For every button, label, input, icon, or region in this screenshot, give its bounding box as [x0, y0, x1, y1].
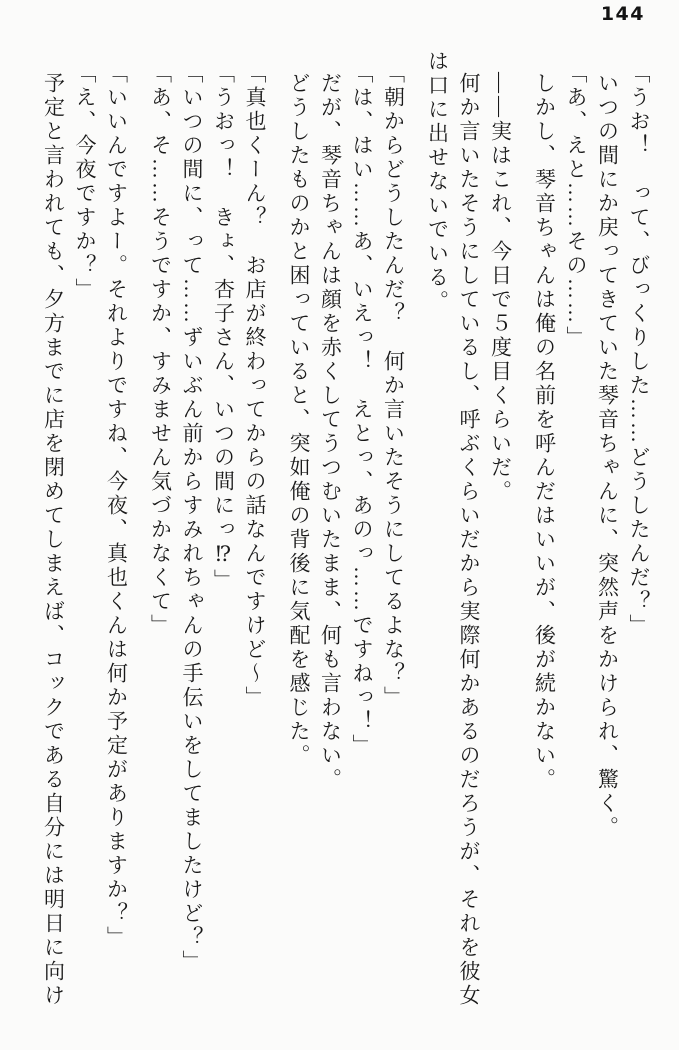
text-line: 何か言いたそうにしているし、呼ぶくらいだから実際何かあるのだろうが、それを彼女 [457, 72, 481, 1008]
text-line: ――実はこれ、今日で５度目くらいだ。 [488, 72, 513, 504]
text-line: だが、琴音ちゃんは顔を赤くしてうつむいたまま、何も言わない。 [318, 72, 343, 792]
text-line: 「え、今夜ですか？」 [73, 62, 97, 302]
text-line: 「あ、えと……その……」 [564, 62, 588, 350]
text-line: 「いつの間に、って……ずいぶん前からすみれちゃんの手伝いをしてましたけど？」 [180, 62, 204, 974]
page-number: 144 [600, 3, 645, 25]
text-line: 予定と言われても、夕方までに店を閉めてしまえば、コックである自分には明日に向け [41, 72, 66, 1008]
text-line: 「朝からどうしたんだ？ 何か言いたそうにしてるよな？」 [381, 62, 406, 710]
text-line: しかし、琴音ちゃんは俺の名前を呼んだはいいが、後が続かない。 [532, 72, 557, 792]
text-line: は口に出せないでいる。 [425, 50, 450, 314]
text-line: 「いいんですよー。それよりですね、今夜、真也くんは何か予定がありますか？」 [104, 62, 129, 950]
text-line: 「あ、そ……そうですか、すみません気づかなくて」 [148, 62, 173, 638]
text-line: 「真也くーん？ お店が終わってからの話なんですけど〜」 [243, 62, 267, 710]
text-line: 「うおっ！ きょ、杏子さん、いつの間にっ⁉」 [211, 62, 236, 593]
text-line: どうしたものかと困っていると、突如俺の背後に気配を感じた。 [287, 72, 311, 768]
text-line: 「うお！ って、びっくりした……どうしたんだ？」 [627, 62, 651, 638]
text-line: いつの間にか戻ってきていた琴音ちゃんに、突然声をかけられ、驚く。 [595, 72, 620, 840]
text-line: 「は、はい……あ、いえっ！ えとっ、あのっ……ですねっ！」 [350, 62, 374, 758]
vertical-text-block [32, 50, 649, 1032]
